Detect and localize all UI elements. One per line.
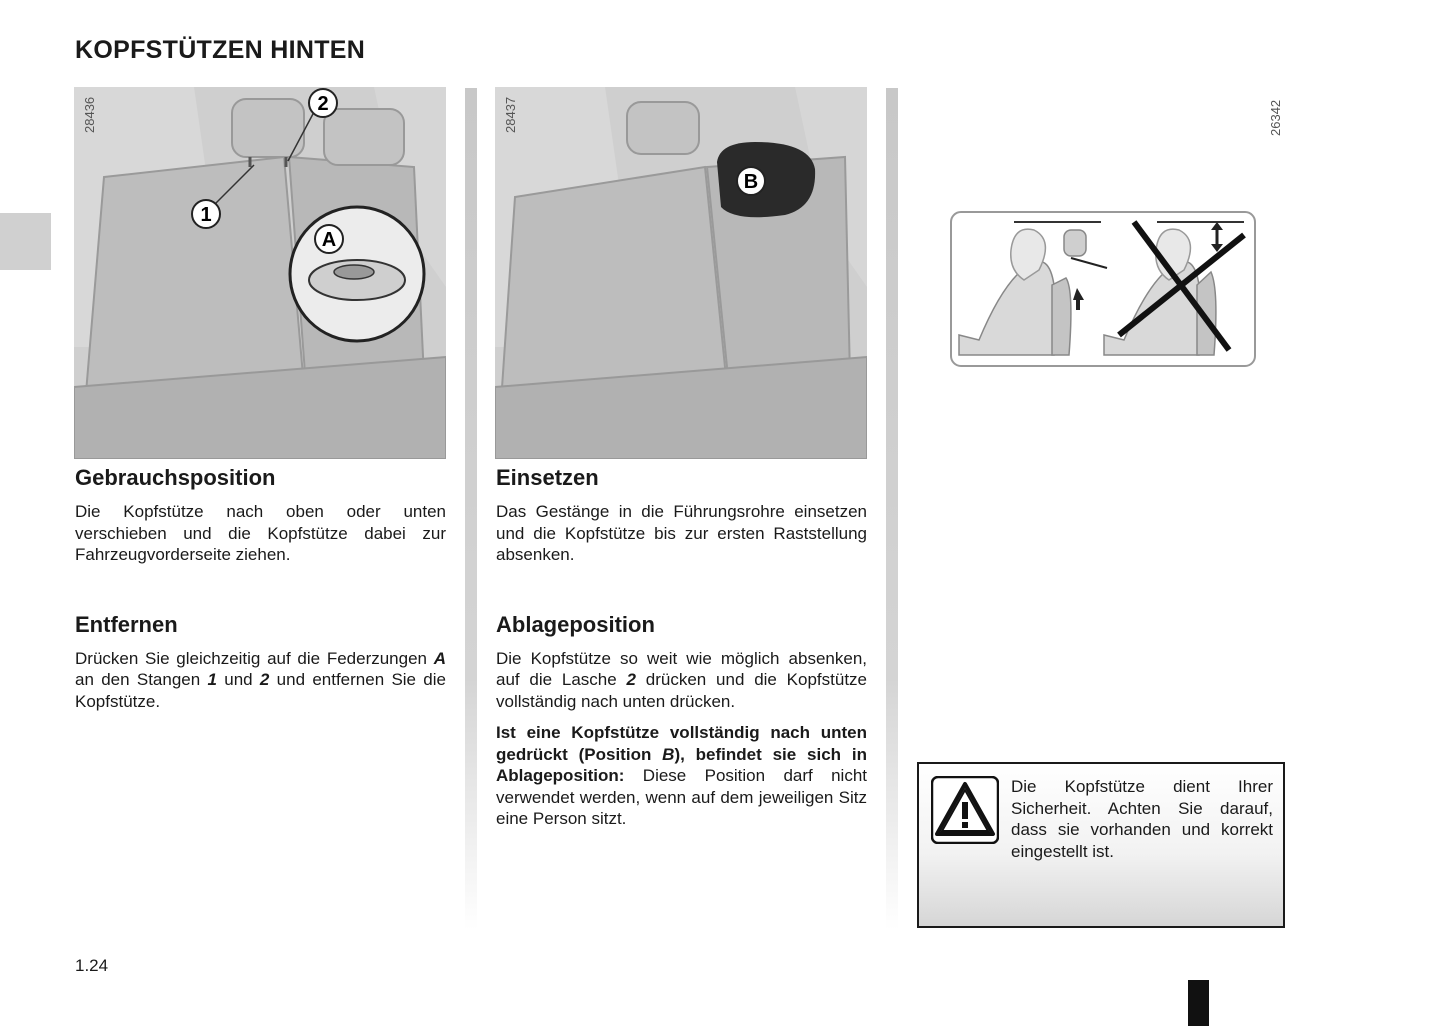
column-middle: [496, 465, 867, 840]
callout-2: [307, 87, 339, 119]
section-text: Drücken Sie gleichzeitig auf die Federzungen A an den Stangen 1 und 2 und entfernen Sie die Kopfstütze.: [75, 648, 446, 711]
photo-headrest-lowered: [495, 87, 867, 459]
section-text: Das Gestänge in die Führungsrohre einsetzen und die Kopfstütze bis zur ersten Raststellung absenken.: [496, 502, 867, 564]
warning-triangle-icon: [931, 776, 999, 844]
section-heading: Einsetzen: [496, 465, 599, 490]
headrest-position-diagram: [949, 210, 1259, 370]
warning-box: [917, 762, 1285, 928]
callout-1-label: 1: [200, 204, 212, 226]
section-text: Die Kopfstütze nach oben oder unten verschieben und die Kopfstütze dabei zur Fahrzeugvorderseite ziehen.: [75, 502, 446, 564]
figure-ref-number: 26342: [1268, 99, 1283, 136]
warning-text: Die Kopfstütze dient Ihrer Sicherheit. Achten Sie darauf, dass sie vorhanden und korrekt eingestellt ist.: [1011, 777, 1273, 861]
column-divider: [465, 88, 477, 930]
section-heading: Gebrauchsposition: [75, 465, 276, 490]
callout-a-label: A: [321, 229, 337, 251]
column-divider: [886, 88, 898, 930]
photo-headrest-rods: [74, 87, 446, 459]
section-text: Ist eine Kopfstütze vollständig nach unten gedrückt (Position B), befindet sie sich in Ablageposition: Diese Position darf nicht verwendet werden, wenn auf dem jeweiligen Sitz eine Person sitzt.: [496, 723, 867, 828]
page-number: 1.24: [75, 956, 109, 975]
figure-ref-number: 28436: [82, 96, 97, 133]
callout-b: [735, 165, 767, 197]
page-title: KOPFSTÜTZEN HINTEN: [75, 36, 366, 64]
chapter-tab: [0, 213, 51, 270]
column-left: [75, 465, 446, 722]
section-heading: Entfernen: [75, 611, 178, 637]
callout-2-label: 2: [317, 93, 329, 115]
section-text: Die Kopfstütze so weit wie möglich absenken, auf die Lasche 2 drücken und die Kopfstütze vollständig nach unten drücken.: [496, 648, 868, 711]
page-edge-marker: [1188, 980, 1209, 1026]
callout-b-label: B: [743, 171, 759, 193]
callout-a: [313, 223, 345, 255]
figure-ref-number: 28437: [503, 96, 518, 133]
callout-1: [190, 198, 222, 230]
section-heading: Ablageposition: [496, 611, 655, 637]
